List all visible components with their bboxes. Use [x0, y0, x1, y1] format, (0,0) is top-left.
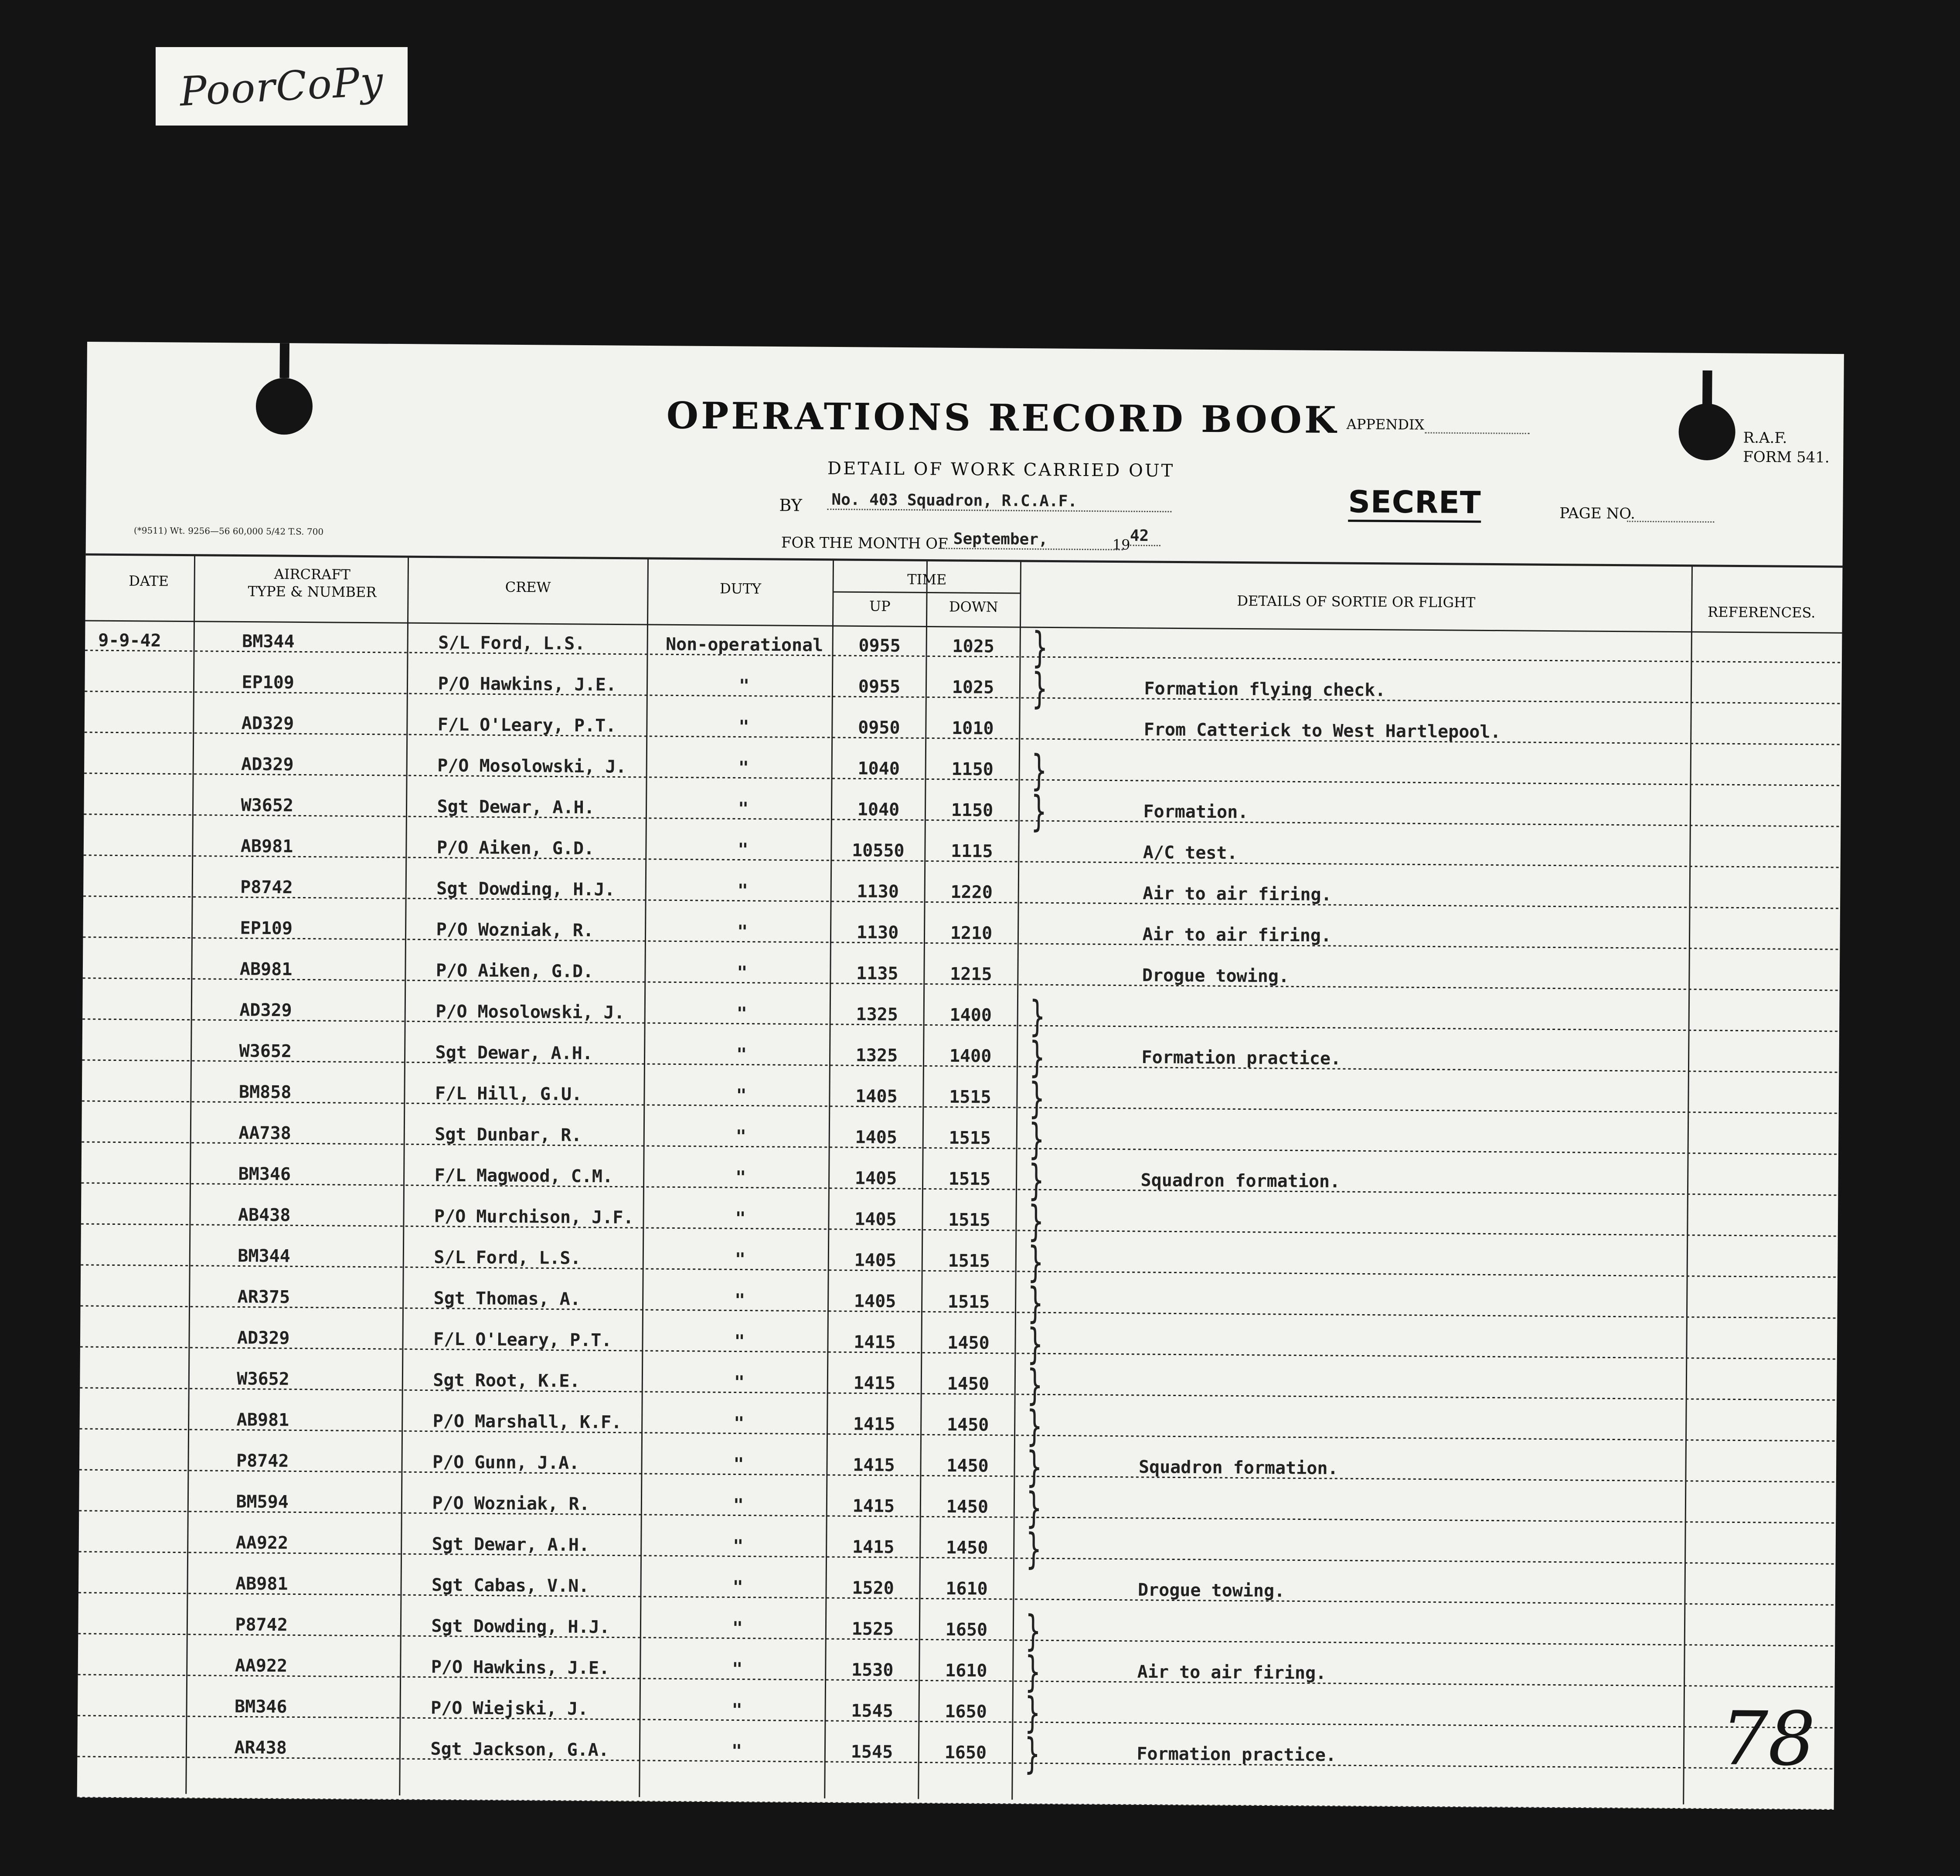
grouping-brace: }: [1031, 664, 1048, 713]
row-aircraft: BM594: [236, 1492, 289, 1512]
aircraft-header-line1: AIRCRAFT: [274, 566, 350, 583]
row-aircraft: AD329: [241, 754, 294, 775]
row-time-down: 1400: [949, 1005, 992, 1026]
secret-stamp: SECRET: [1348, 484, 1481, 523]
grouping-brace: }: [1029, 1033, 1045, 1082]
row-time-up: 1040: [857, 799, 900, 820]
row-aircraft: BM346: [238, 1164, 291, 1185]
grouping-brace: }: [1028, 1196, 1045, 1246]
row-time-down: 1450: [946, 1455, 989, 1476]
row-aircraft: AD329: [239, 1000, 292, 1021]
form-label-line1: R.A.F.: [1743, 429, 1787, 447]
appendix-label: APPENDIX: [1346, 416, 1425, 433]
row-duty: ": [736, 1003, 747, 1024]
row-details: Drogue towing.: [1137, 1580, 1285, 1601]
row-aircraft: BM346: [234, 1696, 287, 1717]
row-duty: ": [735, 1126, 747, 1147]
row-date: 9-9-42: [98, 630, 161, 651]
row-time-up: 1405: [855, 1086, 898, 1107]
row-aircraft: AD329: [237, 1328, 290, 1349]
row-time-up: 1405: [854, 1168, 897, 1189]
row-crew: P/O Murchison, J.F.: [434, 1206, 634, 1228]
row-time-down: 1450: [946, 1537, 988, 1558]
row-crew: Sgt Cabas, V.N.: [431, 1575, 589, 1597]
row-duty: Non-operational: [665, 634, 823, 656]
row-time-down: 1400: [949, 1046, 992, 1067]
form-label-line2: FORM 541.: [1743, 448, 1830, 466]
row-duty: ": [732, 1700, 742, 1720]
grouping-brace: }: [1031, 623, 1048, 672]
row-aircraft: BM858: [238, 1082, 292, 1103]
row-time-down: 1115: [951, 841, 993, 862]
row-time-up: 0955: [858, 636, 901, 656]
row-aircraft: AD329: [241, 713, 294, 734]
row-crew: Sgt Dunbar, R.: [435, 1124, 582, 1145]
column-header-duty: DUTY: [719, 580, 762, 597]
row-duty: ": [733, 1536, 744, 1557]
row-time-up: 1040: [858, 758, 900, 779]
row-duty: ": [733, 1495, 744, 1516]
row-details: Air to air firing.: [1137, 1662, 1327, 1683]
column-header-aircraft: [216, 565, 408, 601]
row-duty: ": [738, 676, 750, 696]
row-time-up: 1415: [852, 1496, 895, 1516]
row-details: Formation practice.: [1141, 1047, 1341, 1069]
row-duty: ": [738, 717, 749, 737]
row-details: Squadron formation.: [1138, 1457, 1338, 1479]
row-duty: ": [737, 921, 748, 942]
grouping-brace: }: [1025, 1606, 1041, 1655]
year-suffix: 42: [1130, 527, 1160, 546]
row-time-down: 1450: [947, 1332, 990, 1353]
row-duty: ": [734, 1290, 745, 1311]
row-time-down: 1025: [952, 636, 994, 657]
grouping-brace: }: [1026, 1401, 1043, 1451]
row-crew: P/O Gunn, J.A.: [432, 1452, 580, 1473]
row-time-down: 1215: [950, 964, 992, 985]
row-time-down: 1610: [945, 1660, 987, 1681]
row-time-down: 1650: [945, 1701, 987, 1722]
row-aircraft: AR438: [234, 1737, 287, 1758]
row-duty: ": [738, 758, 749, 778]
row-aircraft: P8742: [236, 1451, 289, 1472]
row-crew: Sgt Dewar, A.H.: [435, 1042, 593, 1064]
month-value: September,: [940, 530, 1123, 551]
grouping-brace: }: [1025, 1524, 1042, 1574]
row-aircraft: AB981: [235, 1574, 288, 1594]
row-time-up: 1415: [853, 1373, 896, 1394]
row-duty: ": [733, 1454, 744, 1475]
row-crew: F/L O'Leary, P.T.: [437, 714, 616, 736]
grouping-brace: }: [1024, 1688, 1041, 1737]
row-crew: S/L Ford, L.S.: [434, 1247, 581, 1268]
grouping-brace: }: [1031, 787, 1047, 836]
row-time-up: 1405: [854, 1209, 897, 1230]
row-time-down: 1450: [946, 1496, 989, 1517]
row-crew: P/O Aiken, G.D.: [436, 960, 594, 982]
row-time-up: 1545: [851, 1701, 893, 1721]
row-time-down: 1150: [951, 800, 994, 821]
column-rule: [640, 558, 648, 1797]
record-sheet: [77, 342, 1844, 1810]
row-duty: ": [737, 880, 748, 901]
row-aircraft: W3652: [241, 795, 294, 816]
row-time-down: 1515: [948, 1251, 990, 1271]
row-aircraft: EP109: [240, 918, 293, 939]
row-time-down: 1150: [951, 759, 994, 780]
row-time-up: 1415: [852, 1537, 895, 1557]
row-time-down: 1010: [952, 718, 994, 739]
row-crew: Sgt Jackson, G.A.: [430, 1739, 609, 1760]
row-duty: ": [735, 1167, 746, 1188]
row-time-up: 10550: [852, 840, 905, 861]
row-details: From Catterick to West Hartlepool.: [1143, 719, 1501, 742]
row-aircraft: BM344: [238, 1246, 290, 1267]
grouping-brace: }: [1028, 1115, 1045, 1164]
row-rule: [77, 1798, 1834, 1810]
row-time-up: 1415: [853, 1414, 895, 1434]
grouping-brace: }: [1027, 1360, 1043, 1410]
row-crew: P/O Wiejski, J.: [430, 1698, 589, 1720]
row-aircraft: AB981: [239, 959, 293, 980]
row-crew: Sgt Root, K.E.: [433, 1370, 580, 1391]
grouping-brace: }: [1028, 1074, 1045, 1123]
table-top-rule: [86, 554, 1843, 567]
row-details: Air to air firing.: [1142, 924, 1332, 946]
row-aircraft: AA922: [235, 1655, 288, 1676]
handwritten-page-number: 78: [1721, 1696, 1816, 1783]
grouping-brace: }: [1031, 746, 1048, 795]
row-crew: P/O Wozniak, R.: [432, 1493, 590, 1515]
row-aircraft: AR375: [237, 1287, 290, 1308]
row-crew: P/O Wozniak, R.: [436, 919, 594, 941]
row-time-down: 1210: [950, 923, 993, 944]
grouping-brace: }: [1027, 1278, 1044, 1328]
row-details: Formation.: [1143, 801, 1249, 822]
column-rule: [400, 557, 408, 1795]
row-time-up: 1130: [856, 922, 899, 943]
form-title: OPERATIONS RECORD BOOK: [666, 394, 1339, 442]
month-label: FOR THE MONTH OF: [781, 534, 948, 553]
row-crew: P/O Mosolowski, J.: [437, 755, 626, 777]
grouping-brace: }: [1028, 1237, 1044, 1287]
row-aircraft: AA922: [235, 1533, 289, 1553]
row-time-down: 1450: [946, 1414, 989, 1435]
row-details: Squadron formation.: [1140, 1170, 1341, 1192]
row-details: A/C test.: [1143, 842, 1238, 863]
row-aircraft: AB981: [236, 1410, 289, 1431]
row-aircraft: W3652: [239, 1041, 292, 1062]
row-duty: ": [736, 1085, 747, 1106]
row-details: Air to air firing.: [1143, 883, 1332, 905]
row-crew: P/O Hawkins, J.E.: [438, 673, 617, 695]
row-aircraft: AB438: [238, 1205, 291, 1226]
form-subtitle: DETAIL OF WORK CARRIED OUT: [827, 458, 1175, 481]
by-label: BY: [779, 496, 802, 515]
row-duty: ": [734, 1413, 745, 1434]
row-time-up: 1325: [855, 1045, 898, 1066]
row-duty: ": [738, 799, 749, 819]
row-details: Formation flying check.: [1144, 678, 1386, 700]
page-number-label: PAGE NO.: [1559, 504, 1636, 523]
column-header-crew: CREW: [505, 578, 551, 596]
grouping-brace: }: [1024, 1729, 1041, 1778]
stamp-text: PoorCoPy: [178, 58, 385, 115]
row-duty: ": [737, 962, 748, 983]
row-duty: ": [734, 1372, 745, 1393]
row-crew: Sgt Dowding, H.J.: [431, 1616, 610, 1638]
grouping-brace: }: [1026, 1483, 1042, 1533]
row-time-down: 1220: [950, 882, 993, 903]
row-crew: P/O Mosolowski, J.: [436, 1001, 625, 1023]
row-crew: F/L Hill, G.U.: [435, 1083, 582, 1105]
grouping-brace: }: [1028, 1156, 1045, 1205]
row-duty: ": [732, 1577, 743, 1597]
row-crew: Sgt Dowding, H.J.: [436, 878, 615, 900]
column-header-up: UP: [869, 598, 891, 615]
row-crew: F/L Magwood, C.M.: [434, 1165, 613, 1187]
row-time-up: 1545: [851, 1742, 893, 1762]
row-aircraft: P8742: [235, 1614, 288, 1635]
column-header-time: TIME: [907, 571, 947, 588]
row-duty: ": [734, 1331, 745, 1352]
row-crew: Sgt Dewar, A.H.: [432, 1534, 590, 1556]
row-duty: ": [735, 1208, 746, 1229]
row-time-up: 1405: [854, 1250, 897, 1271]
row-duty: ": [735, 1249, 746, 1270]
column-header-down: DOWN: [949, 598, 998, 615]
row-crew: Sgt Dewar, A.H.: [437, 796, 595, 818]
row-time-down: 1025: [952, 677, 994, 698]
row-time-up: 1405: [855, 1127, 898, 1148]
print-code: (*9511) Wt. 9256—56 60,000 5/42 T.S. 700: [133, 525, 324, 537]
row-aircraft: P8742: [240, 877, 293, 898]
row-time-down: 1450: [947, 1373, 990, 1394]
row-time-up: 1415: [853, 1455, 895, 1475]
row-time-up: 1130: [857, 881, 899, 902]
row-time-down: 1515: [949, 1087, 991, 1108]
row-time-down: 1515: [947, 1291, 990, 1312]
poor-copy-stamp: [156, 47, 408, 126]
row-crew: P/O Hawkins, J.E.: [431, 1657, 610, 1679]
row-time-up: 0950: [858, 717, 900, 738]
row-crew: P/O Aiken, G.D.: [436, 837, 595, 859]
row-aircraft: EP109: [242, 672, 295, 693]
row-time-up: 1415: [854, 1332, 896, 1353]
column-header-references: REFERENCES.: [1707, 603, 1816, 621]
row-aircraft: AA738: [238, 1123, 291, 1144]
row-details: Drogue towing.: [1142, 965, 1290, 987]
column-rule: [1684, 566, 1692, 1805]
row-duty: ": [732, 1659, 743, 1679]
row-time-down: 1515: [948, 1169, 991, 1189]
column-header-details: DETAILS OF SORTIE OR FLIGHT: [1237, 592, 1476, 611]
row-aircraft: BM344: [242, 631, 295, 652]
row-time-up: 1135: [856, 963, 898, 984]
header-bottom-rule: [85, 621, 1842, 633]
row-time-down: 1515: [948, 1210, 990, 1230]
column-header-date: DATE: [129, 572, 169, 590]
row-details: Formation practice.: [1137, 1743, 1337, 1766]
row-time-up: 1520: [852, 1578, 894, 1598]
row-time-up: 1525: [851, 1619, 894, 1639]
row-time-down: 1610: [946, 1578, 988, 1599]
year-prefix: 19: [1112, 536, 1130, 553]
row-time-up: 1325: [856, 1004, 898, 1025]
row-crew: Sgt Thomas, A.: [433, 1288, 581, 1309]
column-rule: [186, 555, 195, 1794]
row-duty: ": [736, 1044, 747, 1065]
unit-name: No. 403 Squadron, R.C.A.F.: [827, 491, 1171, 513]
grouping-brace: }: [1026, 1442, 1043, 1492]
grouping-brace: }: [1024, 1647, 1041, 1696]
row-time-up: 1530: [851, 1660, 894, 1680]
row-time-down: 1650: [944, 1742, 987, 1763]
grouping-brace: }: [1027, 1319, 1044, 1369]
row-duty: ": [731, 1741, 742, 1761]
row-duty: ": [738, 839, 749, 860]
row-crew: S/L Ford, L.S.: [438, 632, 585, 654]
row-aircraft: W3652: [237, 1369, 289, 1390]
row-aircraft: AB981: [240, 836, 293, 857]
row-crew: F/L O'Leary, P.T.: [433, 1329, 612, 1351]
row-crew: P/O Marshall, K.F.: [432, 1411, 622, 1433]
grouping-brace: }: [1029, 992, 1046, 1041]
row-time-down: 1515: [949, 1128, 991, 1149]
row-time-up: 1405: [854, 1291, 896, 1312]
row-duty: ": [732, 1618, 743, 1638]
row-time-up: 0955: [858, 676, 901, 697]
aircraft-header-line2: TYPE & NUMBER: [248, 583, 377, 601]
row-time-down: 1650: [945, 1619, 988, 1640]
